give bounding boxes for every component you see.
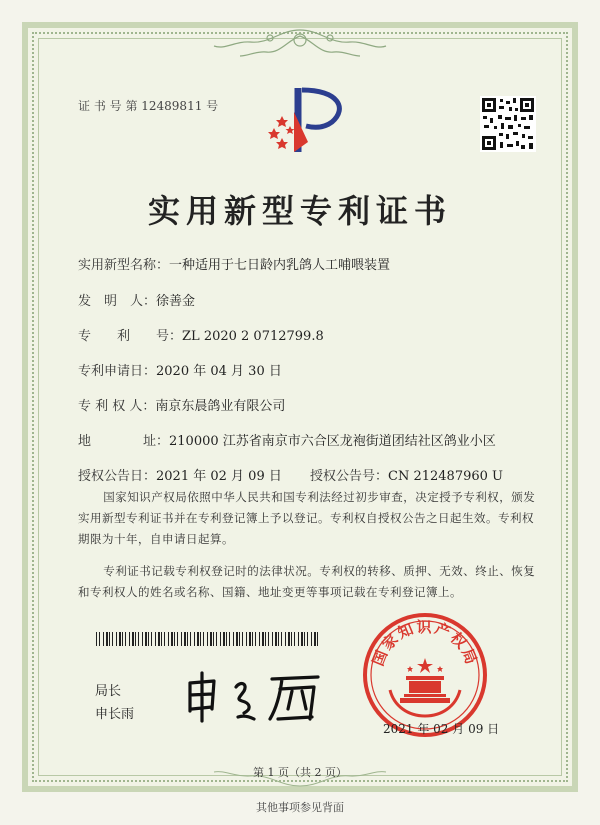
inventor-row xyxy=(78,290,195,309)
barcode-bar xyxy=(148,632,149,646)
barcode-bar xyxy=(262,632,264,646)
inventor-label: 发 明 人： xyxy=(78,294,157,309)
seal-text: 国家知识产权局 xyxy=(368,618,482,669)
director-role: 局长 xyxy=(95,684,122,699)
barcode-bar xyxy=(132,632,134,646)
barcode-bar xyxy=(171,632,173,646)
barcode-bar xyxy=(216,632,217,646)
barcode-bar xyxy=(278,632,279,646)
barcode-bar xyxy=(109,632,110,646)
qr-code xyxy=(480,96,536,152)
barcode-bar xyxy=(307,632,308,646)
top-ornament xyxy=(210,26,390,60)
barcode-bar xyxy=(265,632,266,646)
patentee-value: 南京东晨鸽业有限公司 xyxy=(155,399,286,414)
filing-date-label: 专利申请日： xyxy=(78,364,157,379)
certificate-number: 证 书 号 第 12489811 号 xyxy=(78,99,219,113)
barcode-bar xyxy=(119,632,121,646)
address-row xyxy=(78,430,496,449)
barcode-bar xyxy=(203,632,204,646)
barcode-bar xyxy=(220,632,221,646)
barcode-bar xyxy=(213,632,214,646)
barcode-bar xyxy=(177,632,178,646)
barcode-bar xyxy=(145,632,147,646)
barcode-bar xyxy=(226,632,227,646)
barcode-bar xyxy=(181,632,182,646)
barcode-bar xyxy=(272,632,273,646)
barcode-bar xyxy=(268,632,269,646)
patentee-label: 专 利 权 人： xyxy=(78,399,156,414)
barcode-bar xyxy=(99,632,100,646)
barcode-bar xyxy=(190,632,191,646)
barcode-bar xyxy=(116,632,117,646)
grant-date-row xyxy=(78,465,282,484)
barcode-bar xyxy=(96,632,97,646)
barcode-bar xyxy=(242,632,243,646)
grant-date-value: 2021 年 02 月 09 日 xyxy=(156,469,282,484)
barcode-bar xyxy=(311,632,312,646)
patent-number-label: 专 利 号： xyxy=(78,329,183,344)
patent-number-row xyxy=(78,325,324,344)
patent-office-logo xyxy=(268,82,356,160)
barcode-bar xyxy=(112,632,113,646)
barcode-bar xyxy=(259,632,260,646)
patent-number-value: ZL 2020 2 0712799.8 xyxy=(182,329,324,344)
barcode-bar xyxy=(125,632,126,646)
patentee-row xyxy=(78,395,285,414)
director-name: 申长雨 xyxy=(95,707,135,722)
filing-date-value: 2020 年 04 月 30 日 xyxy=(156,364,282,379)
barcode-bar xyxy=(200,632,201,646)
barcode-bar xyxy=(158,632,160,646)
utility-name-value: 一种适用于七日龄内乳鸽人工哺喂装置 xyxy=(169,258,391,273)
address-label: 地 址： xyxy=(78,434,170,449)
barcode-bar xyxy=(194,632,195,646)
grant-number-label: 授权公告号： xyxy=(310,469,389,484)
barcode-bar xyxy=(106,632,108,646)
grant-number-row xyxy=(310,465,503,484)
barcode xyxy=(96,632,320,646)
barcode-bar xyxy=(317,632,318,646)
barcode-bar xyxy=(288,632,290,646)
barcode-bar xyxy=(294,632,295,646)
barcode-bar xyxy=(285,632,286,646)
barcode-bar xyxy=(252,632,253,646)
barcode-bar xyxy=(164,632,165,646)
filing-date-row xyxy=(78,360,282,379)
barcode-bar xyxy=(207,632,208,646)
barcode-bar xyxy=(122,632,123,646)
barcode-bar xyxy=(103,632,104,646)
grant-date-label: 授权公告日： xyxy=(78,469,157,484)
barcode-bar xyxy=(281,632,282,646)
barcode-bar xyxy=(210,632,212,646)
barcode-bar xyxy=(291,632,292,646)
barcode-bar xyxy=(314,632,316,646)
barcode-bar xyxy=(239,632,240,646)
barcode-bar xyxy=(129,632,130,646)
barcode-bar xyxy=(233,632,234,646)
barcode-bar xyxy=(229,632,230,646)
barcode-bar xyxy=(197,632,199,646)
barcode-bar xyxy=(138,632,139,646)
barcode-bar xyxy=(161,632,162,646)
utility-name-row xyxy=(78,254,390,273)
barcode-bar xyxy=(184,632,186,646)
barcode-bar xyxy=(246,632,247,646)
barcode-bar xyxy=(187,632,188,646)
footer-note: 其他事项参见背面 xyxy=(256,801,344,814)
page-number: 第 1 页（共 2 页） xyxy=(253,766,347,779)
barcode-bar xyxy=(304,632,305,646)
barcode-bar xyxy=(301,632,303,646)
body-paragraph-1: 国家知识产权局依照中华人民共和国专利法经过初步审查，决定授予专利权，颁发实用新型专利证书并在专利登记簿上予以登记。专利权自授权公告之日起生效。专利权期限为十年，自申请日起算。 xyxy=(78,490,536,546)
inventor-value: 徐善金 xyxy=(156,294,196,309)
barcode-bar xyxy=(135,632,136,646)
utility-name-label: 实用新型名称： xyxy=(78,258,170,273)
barcode-bar xyxy=(223,632,225,646)
seal-date: 2021 年 02 月 09 日 xyxy=(383,722,500,736)
body-paragraph-2: 专利证书记载专利权登记时的法律状况。专利权的转移、质押、无效、终止、恢复和专利权人的姓名或名称、国籍、地址变更等事项记载在专利登记簿上。 xyxy=(78,564,536,599)
barcode-bar xyxy=(151,632,152,646)
barcode-bar xyxy=(275,632,277,646)
barcode-bar xyxy=(142,632,143,646)
barcode-bar xyxy=(249,632,251,646)
certificate-title: 实用新型专利证书 xyxy=(147,192,452,230)
director-signature xyxy=(178,665,328,725)
address-value: 210000 江苏省南京市六合区龙袍街道团结社区鸽业小区 xyxy=(169,434,496,449)
barcode-bar xyxy=(168,632,169,646)
grant-number-value: CN 212487960 U xyxy=(388,469,503,484)
barcode-bar xyxy=(255,632,256,646)
barcode-bar xyxy=(155,632,156,646)
barcode-bar xyxy=(298,632,299,646)
barcode-bar xyxy=(236,632,238,646)
barcode-bar xyxy=(174,632,175,646)
